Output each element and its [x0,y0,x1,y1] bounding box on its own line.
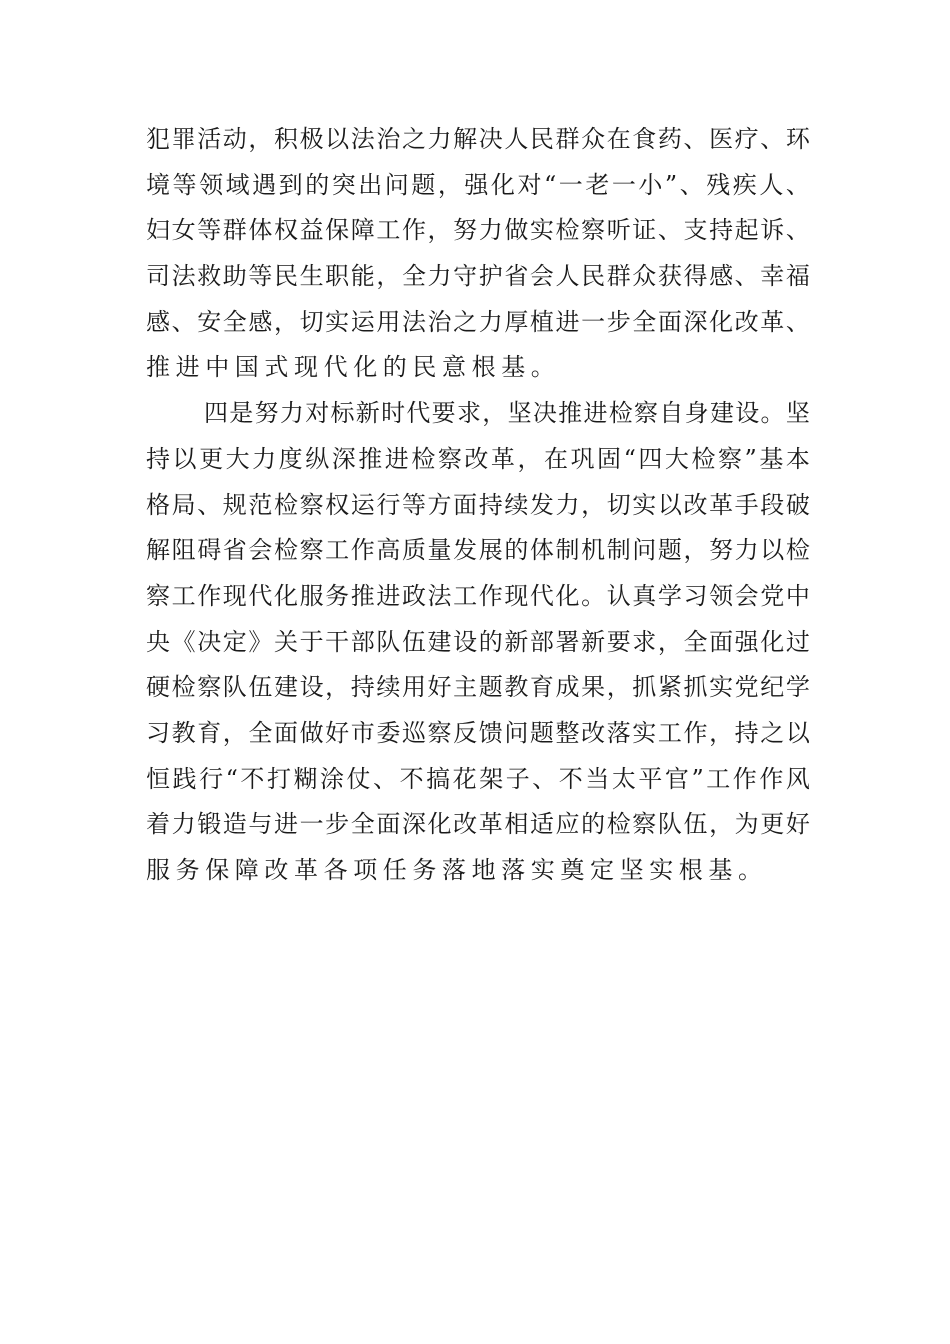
text-line: 犯 罪 活 动 ， 积 极 以 法 治 之 力 解 决 人 民 群 众 在 食 药 、 医 疗 、 环 [146,125,810,153]
text-line: 察 工 作 现 代 化 服 务 推 进 政 法 工 作 现 代 化 。 认 真 学 习 领 会 党 中 [146,581,810,610]
text-line: 推进中国式现代化的民意根基。 [146,353,561,382]
text-line: 解 阻 碍 省 会 检 察 工 作 高 质 量 发 展 的 体 制 机 制 问 题 ， 努 力 以 检 [146,536,810,565]
text-line: 司 法 救 助 等 民 生 职 能 ， 全 力 守 护 省 会 人 民 群 众 获 得 感 、 幸 福 [146,262,810,291]
text-line: 恒 践 行 “ 不 打 糊 涂 仗 、 不 搞 花 架 子 、 不 当 太 平 官 ” 工 作 作 风 [146,764,810,793]
text-line: 持 以 更 大 力 度 纵 深 推 进 检 察 改 革 ， 在 巩 固 “ 四 大 检 察 ” 基 本 [146,444,810,473]
text-line: 央 《 决 定 》 关 于 干 部 队 伍 建 设 的 新 部 署 新 要 求 ， 全 面 强 化 过 [146,627,810,656]
text-line: 感 、 安 全 感 ， 切 实 运 用 法 治 之 力 厚 植 进 一 步 全 面 深 化 改 革 、 [146,307,810,336]
text-line: 妇 女 等 群 体 权 益 保 障 工 作 ， 努 力 做 实 检 察 听 证 、 支 持 起 诉 、 [146,216,810,245]
text-line: 硬 检 察 队 伍 建 设 ， 持 续 用 好 主 题 教 育 成 果 ， 抓 紧 抓 实 党 纪 学 [146,673,810,702]
text-line: 习 教 育 ， 全 面 做 好 市 委 巡 察 反 馈 问 题 整 改 落 实 工 作 ， 持 之 以 [146,718,810,747]
text-line: 服务保障改革各项任务落地落实奠定坚实根基。 [146,856,768,884]
text-line: 四 是 努 力 对 标 新 时 代 要 求 ， 坚 决 推 进 检 察 自 身 建 设 。 坚 [204,399,810,428]
text-line: 格 局 、 规 范 检 察 权 运 行 等 方 面 持 续 发 力 ， 切 实 以 改 革 手 段 破 [146,490,810,519]
text-line: 境 等 领 域 遇 到 的 突 出 问 题 ， 强 化 对 “ 一 老 一 小 ” 、 残 疾 人 、 [146,170,810,199]
text-line: 着 力 锻 造 与 进 一 步 全 面 深 化 改 革 相 适 应 的 检 察 队 伍 ， 为 更 好 [146,810,810,839]
body-text [146,117,810,894]
